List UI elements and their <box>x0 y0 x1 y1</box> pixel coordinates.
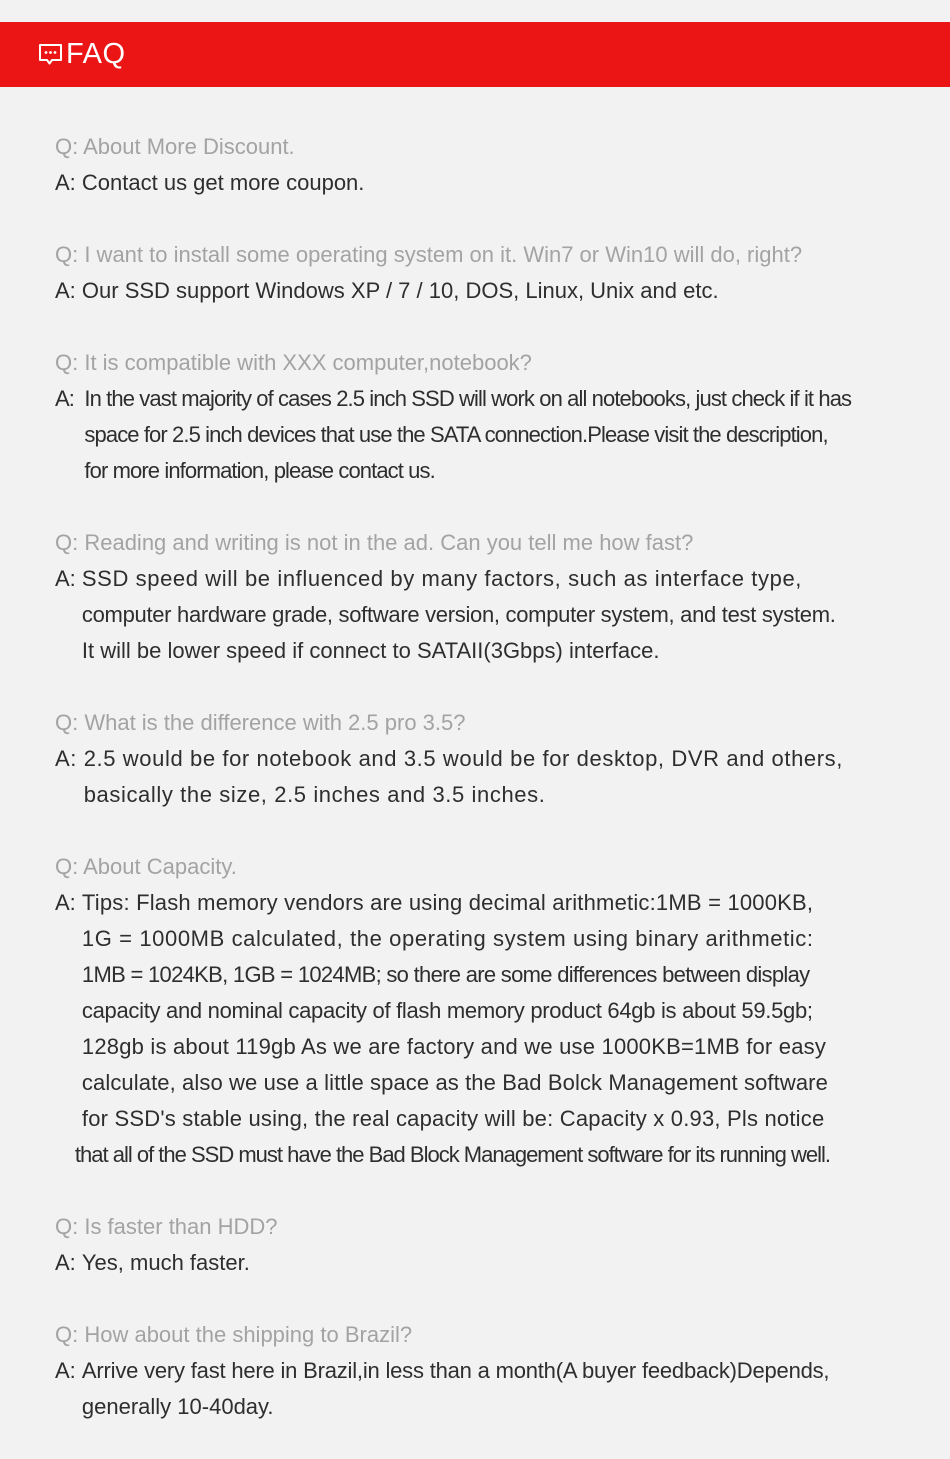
answer-line: 2.5 would be for notebook and 3.5 would be for desktop, DVR and others, <box>83 746 843 771</box>
faq-question: Q: Is faster than HDD? <box>55 1214 278 1239</box>
faq-question: Q: I want to install some operating system on it. Win7 or Win10 will do, right? <box>55 242 803 267</box>
answer-prefix: A: <box>55 386 85 411</box>
answer-line: Arrive very fast here in Brazil,in less than a month(A buyer feedback)Depends, <box>81 1358 830 1383</box>
answer-line: It will be lower speed if connect to SATAII(3Gbps) interface. <box>81 638 660 663</box>
faq-item <box>55 849 915 1173</box>
answer-prefix: A: <box>55 890 82 915</box>
answer-line: calculate, also we use a little space as the Bad Bolck Management software <box>81 1070 828 1095</box>
faq-item <box>55 129 915 201</box>
answer-line: 128gb is about 119gb As we are factory and we use 1000KB=1MB for easy <box>81 1034 827 1059</box>
faq-item <box>55 525 915 669</box>
answer-line: Yes, much faster. <box>81 1250 250 1275</box>
page-title: FAQ <box>66 38 126 70</box>
faq-answer <box>55 381 915 489</box>
faq-question: Q: About Capacity. <box>55 854 237 879</box>
answer-line: for SSD's stable using, the real capacity will be: Capacity x 0.93, Pls notice <box>81 1106 825 1131</box>
faq-question: Q: How about the shipping to Brazil? <box>55 1322 413 1347</box>
faq-answer <box>55 1245 915 1281</box>
faq-item <box>55 237 915 309</box>
faq-question: Q: About More Discount. <box>55 134 295 159</box>
faq-item <box>55 1209 915 1281</box>
answer-line: 1MB = 1024KB, 1GB = 1024MB; so there are some differences between display <box>81 962 810 987</box>
answer-prefix: A: <box>55 566 82 591</box>
faq-item <box>55 705 915 813</box>
answer-line: generally 10-40day. <box>81 1394 274 1419</box>
faq-answer <box>55 561 915 669</box>
faq-answer <box>55 273 915 309</box>
answer-line: capacity and nominal capacity of flash memory product 64gb is about 59.5gb; <box>81 998 813 1023</box>
answer-line: space for 2.5 inch devices that use the SATA connection.Please visit the description, <box>84 422 828 447</box>
faq-question: Q: Reading and writing is not in the ad. Can you tell me how fast? <box>55 530 694 555</box>
answer-line: computer hardware grade, software version, computer system, and test system. <box>81 602 836 627</box>
faq-answer <box>55 885 915 1173</box>
answer-line: Contact us get more coupon. <box>81 170 365 195</box>
faq-item <box>55 1317 915 1425</box>
answer-prefix: A: <box>55 746 84 771</box>
answer-prefix: A: <box>55 278 82 303</box>
answer-line: 1G = 1000MB calculated, the operating system using binary arithmetic: <box>81 926 814 951</box>
answer-line: for more information, please contact us. <box>84 458 435 483</box>
faq-answer <box>55 1353 915 1425</box>
faq-answer <box>55 741 915 813</box>
answer-line: that all of the SSD must have the Bad Block Management software for its running well. <box>74 1142 830 1167</box>
answer-prefix: A: <box>55 1358 82 1383</box>
answer-line: In the vast majority of cases 2.5 inch SSD will work on all notebooks, just check if it has <box>84 386 852 411</box>
answer-line: Our SSD support Windows XP / 7 / 10, DOS, Linux, Unix and etc. <box>81 278 719 303</box>
chat-bubble-icon <box>37 41 64 68</box>
answer-prefix: A: <box>55 170 82 195</box>
answer-line: SSD speed will be influenced by many factors, such as interface type, <box>81 566 802 591</box>
faq-item <box>55 345 915 489</box>
faq-question: Q: What is the difference with 2.5 pro 3.5? <box>55 710 466 735</box>
faq-question: Q: It is compatible with XXX computer,notebook? <box>55 350 532 375</box>
answer-line: Tips: Flash memory vendors are using decimal arithmetic:1MB = 1000KB, <box>81 890 814 915</box>
answer-line: basically the size, 2.5 inches and 3.5 inches. <box>83 782 546 807</box>
faq-answer <box>55 165 915 201</box>
faq-header <box>0 22 950 87</box>
answer-prefix: A: <box>55 1250 82 1275</box>
